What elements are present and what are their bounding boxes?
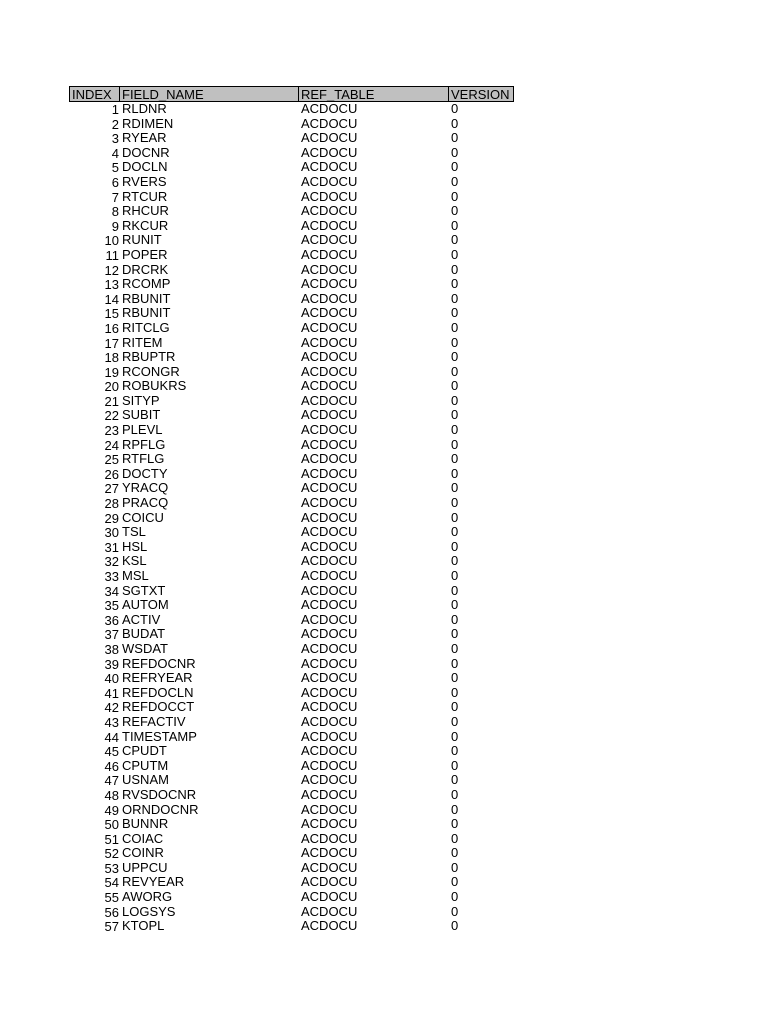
cell-index: 13 xyxy=(104,277,119,292)
table-row xyxy=(69,408,514,423)
cell-field-name: CPUTM xyxy=(122,758,169,773)
cell-field-name: YRACQ xyxy=(122,481,169,496)
cell-field-name: CPUDT xyxy=(122,744,167,759)
cell-field-name: RHCUR xyxy=(122,204,169,219)
table-row xyxy=(69,511,514,526)
cell-ref-table: ACDOCU xyxy=(301,160,358,175)
table-row xyxy=(69,905,514,920)
cell-field-name: DRCRK xyxy=(122,262,169,277)
cell-index: 8 xyxy=(111,204,119,219)
table-row xyxy=(69,102,514,117)
cell-version: 0 xyxy=(451,714,459,729)
table-row xyxy=(69,671,514,686)
cell-field-name: RVERS xyxy=(122,174,167,189)
table-row xyxy=(69,686,514,701)
cell-index: 20 xyxy=(104,379,119,394)
table-row xyxy=(69,832,514,847)
cell-ref-table: ACDOCU xyxy=(301,729,358,744)
cell-ref-table: ACDOCU xyxy=(301,656,358,671)
cell-field-name: RTCUR xyxy=(122,189,168,204)
header-version: VERSION xyxy=(449,86,514,102)
table-row xyxy=(69,467,514,482)
cell-index: 30 xyxy=(104,525,119,540)
table-row xyxy=(69,919,514,934)
table-row xyxy=(69,336,514,351)
cell-ref-table: ACDOCU xyxy=(301,423,358,438)
cell-field-name: BUDAT xyxy=(122,627,166,642)
cell-field-name: REFRYEAR xyxy=(122,671,193,686)
cell-ref-table: ACDOCU xyxy=(301,262,358,277)
cell-field-name: RBUNIT xyxy=(122,291,171,306)
cell-field-name: POPER xyxy=(122,247,168,262)
cell-field-name: LOGSYS xyxy=(122,904,176,919)
cell-ref-table: ACDOCU xyxy=(301,598,358,613)
table-row xyxy=(69,117,514,132)
cell-ref-table: ACDOCU xyxy=(301,233,358,248)
cell-index: 16 xyxy=(104,320,119,336)
table-row xyxy=(69,554,514,569)
cell-ref-table: ACDOCU xyxy=(301,875,358,890)
cell-field-name: HSL xyxy=(122,539,148,554)
cell-version: 0 xyxy=(451,291,459,306)
cell-version: 0 xyxy=(451,744,459,759)
table-row xyxy=(69,730,514,745)
cell-field-name: SGTXT xyxy=(122,583,166,598)
cell-ref-table: ACDOCU xyxy=(301,904,358,919)
cell-index: 3 xyxy=(111,131,119,146)
cell-index: 38 xyxy=(104,641,119,657)
cell-field-name: PLEVL xyxy=(122,423,163,438)
cell-index: 33 xyxy=(104,569,119,584)
cell-index: 2 xyxy=(111,116,119,132)
cell-index: 19 xyxy=(104,364,119,380)
cell-index: 54 xyxy=(104,875,119,891)
cell-field-name: MSL xyxy=(122,569,149,583)
cell-ref-table: ACDOCU xyxy=(301,714,358,729)
cell-field-name: ROBUKRS xyxy=(122,379,187,394)
cell-version: 0 xyxy=(451,510,459,525)
cell-version: 0 xyxy=(451,233,459,248)
cell-index: 9 xyxy=(111,218,119,234)
cell-index: 34 xyxy=(104,583,119,599)
cell-version: 0 xyxy=(451,525,459,540)
cell-field-name: RVSDOCNR xyxy=(122,787,197,802)
table-row xyxy=(69,204,514,219)
cell-version: 0 xyxy=(451,846,459,861)
table-row xyxy=(69,277,514,292)
table-row xyxy=(69,861,514,876)
cell-field-name: REVYEAR xyxy=(122,875,185,890)
cell-field-name: RUNIT xyxy=(122,233,162,248)
cell-index: 39 xyxy=(104,656,119,672)
cell-index: 52 xyxy=(104,846,119,861)
cell-ref-table: ACDOCU xyxy=(301,116,358,131)
table-row xyxy=(69,627,514,642)
cell-index: 51 xyxy=(104,831,119,847)
cell-field-name: RDIMEN xyxy=(122,116,174,131)
table-row xyxy=(69,438,514,453)
cell-ref-table: ACDOCU xyxy=(301,145,358,160)
table-row xyxy=(69,569,514,584)
cell-ref-table: ACDOCU xyxy=(301,291,358,306)
table-row xyxy=(69,481,514,496)
cell-version: 0 xyxy=(451,247,459,262)
cell-ref-table: ACDOCU xyxy=(301,466,358,481)
cell-version: 0 xyxy=(451,598,459,613)
table-row xyxy=(69,803,514,818)
cell-ref-table: ACDOCU xyxy=(301,393,358,408)
cell-field-name: COIAC xyxy=(122,831,164,846)
cell-version: 0 xyxy=(451,160,459,175)
cell-ref-table: ACDOCU xyxy=(301,554,358,569)
cell-ref-table: ACDOCU xyxy=(301,831,358,846)
cell-version: 0 xyxy=(451,481,459,496)
cell-index: 43 xyxy=(104,714,119,730)
cell-version: 0 xyxy=(451,320,459,335)
cell-version: 0 xyxy=(451,919,459,934)
cell-index: 45 xyxy=(104,744,119,759)
cell-ref-table: ACDOCU xyxy=(301,131,358,146)
cell-ref-table: ACDOCU xyxy=(301,773,358,788)
cell-version: 0 xyxy=(451,627,459,642)
table-row xyxy=(69,540,514,555)
table-row xyxy=(69,160,514,175)
table-row xyxy=(69,700,514,715)
cell-field-name: WSDAT xyxy=(122,641,168,656)
cell-field-name: PRACQ xyxy=(122,496,169,511)
table-row xyxy=(69,817,514,832)
cell-version: 0 xyxy=(451,817,459,832)
cell-ref-table: ACDOCU xyxy=(301,379,358,394)
cell-version: 0 xyxy=(451,641,459,656)
cell-ref-table: ACDOCU xyxy=(301,583,358,598)
cell-version: 0 xyxy=(451,131,459,146)
cell-version: 0 xyxy=(451,656,459,671)
table-row xyxy=(69,890,514,905)
table-row xyxy=(69,365,514,380)
cell-ref-table: ACDOCU xyxy=(301,758,358,773)
table-row xyxy=(69,613,514,628)
cell-version: 0 xyxy=(451,496,459,511)
cell-ref-table: ACDOCU xyxy=(301,204,358,219)
cell-field-name: COICU xyxy=(122,510,164,525)
cell-index: 36 xyxy=(104,612,119,628)
cell-field-name: RYEAR xyxy=(122,131,167,146)
cell-field-name: REFDOCNR xyxy=(122,656,196,671)
cell-version: 0 xyxy=(451,904,459,919)
cell-index: 32 xyxy=(104,554,119,569)
table-row xyxy=(69,759,514,774)
cell-version: 0 xyxy=(451,262,459,277)
cell-version: 0 xyxy=(451,174,459,189)
cell-version: 0 xyxy=(451,423,459,438)
cell-index: 35 xyxy=(104,598,119,613)
table-row xyxy=(69,175,514,190)
cell-index: 4 xyxy=(111,145,119,161)
cell-index: 10 xyxy=(104,233,119,248)
cell-index: 48 xyxy=(104,787,119,803)
table-row xyxy=(69,263,514,278)
cell-index: 12 xyxy=(104,262,119,278)
cell-index: 29 xyxy=(104,510,119,526)
cell-index: 37 xyxy=(104,627,119,642)
table-row xyxy=(69,379,514,394)
cell-ref-table: ACDOCU xyxy=(301,452,358,467)
cell-ref-table: ACDOCU xyxy=(301,612,358,627)
cell-ref-table: ACDOCU xyxy=(301,364,358,379)
cell-version: 0 xyxy=(451,466,459,481)
cell-index: 53 xyxy=(104,860,119,876)
cell-index: 11 xyxy=(105,247,119,263)
table-row xyxy=(69,715,514,730)
cell-field-name: BUNNR xyxy=(122,817,169,832)
cell-ref-table: ACDOCU xyxy=(301,817,358,832)
cell-version: 0 xyxy=(451,204,459,219)
cell-version: 0 xyxy=(451,671,459,686)
table-row xyxy=(69,321,514,336)
table-row xyxy=(69,452,514,467)
table-row xyxy=(69,394,514,409)
cell-field-name: COINR xyxy=(122,846,164,861)
cell-ref-table: ACDOCU xyxy=(301,685,358,700)
cell-version: 0 xyxy=(451,569,459,583)
cell-field-name: ORNDOCNR xyxy=(122,802,199,817)
cell-ref-table: ACDOCU xyxy=(301,320,358,335)
cell-field-name: REFDOCCT xyxy=(122,700,195,715)
cell-version: 0 xyxy=(451,539,459,554)
spreadsheet-table xyxy=(69,86,514,934)
cell-ref-table: ACDOCU xyxy=(301,247,358,262)
cell-version: 0 xyxy=(451,116,459,131)
table-row xyxy=(69,146,514,161)
cell-index: 1 xyxy=(111,102,119,117)
cell-index: 56 xyxy=(104,904,119,920)
cell-ref-table: ACDOCU xyxy=(301,102,358,116)
cell-version: 0 xyxy=(451,700,459,715)
cell-ref-table: ACDOCU xyxy=(301,641,358,656)
cell-version: 0 xyxy=(451,758,459,773)
cell-field-name: AUTOM xyxy=(122,598,169,613)
table-row xyxy=(69,190,514,205)
cell-ref-table: ACDOCU xyxy=(301,627,358,642)
cell-ref-table: ACDOCU xyxy=(301,218,358,233)
cell-field-name: DOCNR xyxy=(122,145,170,160)
cell-index: 57 xyxy=(104,919,119,934)
cell-field-name: KTOPL xyxy=(122,919,165,934)
cell-version: 0 xyxy=(451,554,459,569)
cell-ref-table: ACDOCU xyxy=(301,437,358,452)
cell-version: 0 xyxy=(451,379,459,394)
cell-version: 0 xyxy=(451,860,459,875)
cell-ref-table: ACDOCU xyxy=(301,860,358,875)
cell-ref-table: ACDOCU xyxy=(301,569,358,583)
cell-ref-table: ACDOCU xyxy=(301,700,358,715)
header-index: INDEX xyxy=(69,86,120,102)
cell-version: 0 xyxy=(451,890,459,905)
cell-ref-table: ACDOCU xyxy=(301,481,358,496)
cell-version: 0 xyxy=(451,364,459,379)
cell-field-name: RCONGR xyxy=(122,364,180,379)
cell-index: 46 xyxy=(104,758,119,774)
cell-ref-table: ACDOCU xyxy=(301,496,358,511)
cell-version: 0 xyxy=(451,145,459,160)
cell-field-name: RITEM xyxy=(122,335,163,350)
cell-index: 49 xyxy=(104,802,119,818)
table-row xyxy=(69,584,514,599)
cell-index: 21 xyxy=(104,393,119,409)
header-row xyxy=(69,86,514,102)
table-row xyxy=(69,846,514,861)
cell-index: 47 xyxy=(104,773,119,788)
cell-field-name: UPPCU xyxy=(122,860,168,875)
cell-field-name: USNAM xyxy=(122,773,169,788)
cell-ref-table: ACDOCU xyxy=(301,277,358,292)
cell-field-name: SITYP xyxy=(122,393,160,408)
table-row xyxy=(69,219,514,234)
cell-index: 55 xyxy=(104,890,119,905)
cell-field-name: RTFLG xyxy=(122,452,165,467)
cell-field-name: REFACTIV xyxy=(122,714,186,729)
cell-ref-table: ACDOCU xyxy=(301,335,358,350)
cell-field-name: DOCTY xyxy=(122,466,168,481)
cell-version: 0 xyxy=(451,831,459,846)
cell-ref-table: ACDOCU xyxy=(301,787,358,802)
cell-index: 17 xyxy=(104,335,119,351)
cell-index: 27 xyxy=(104,481,119,497)
cell-field-name: RBUPTR xyxy=(122,350,176,365)
table-row xyxy=(69,350,514,365)
cell-index: 31 xyxy=(104,539,119,555)
cell-field-name: REFDOCLN xyxy=(122,685,194,700)
cell-version: 0 xyxy=(451,218,459,233)
table-row xyxy=(69,306,514,321)
cell-index: 28 xyxy=(104,496,119,511)
table-row xyxy=(69,233,514,248)
cell-index: 5 xyxy=(111,160,119,175)
table-row xyxy=(69,248,514,263)
table-row xyxy=(69,525,514,540)
table-row xyxy=(69,642,514,657)
cell-version: 0 xyxy=(451,583,459,598)
cell-version: 0 xyxy=(451,452,459,467)
header-field-name: FIELD_NAME xyxy=(120,86,299,102)
cell-field-name: TIMESTAMP xyxy=(122,729,197,744)
cell-version: 0 xyxy=(451,875,459,890)
cell-field-name: DOCLN xyxy=(122,160,168,175)
cell-index: 41 xyxy=(104,685,119,701)
cell-ref-table: ACDOCU xyxy=(301,510,358,525)
cell-field-name: KSL xyxy=(122,554,147,569)
table-row xyxy=(69,875,514,890)
cell-index: 23 xyxy=(104,423,119,438)
cell-version: 0 xyxy=(451,802,459,817)
table-row xyxy=(69,598,514,613)
cell-ref-table: ACDOCU xyxy=(301,890,358,905)
cell-version: 0 xyxy=(451,787,459,802)
cell-version: 0 xyxy=(451,393,459,408)
cell-field-name: RBUNIT xyxy=(122,306,171,321)
cell-ref-table: ACDOCU xyxy=(301,744,358,759)
cell-version: 0 xyxy=(451,773,459,788)
cell-version: 0 xyxy=(451,306,459,321)
table-body xyxy=(69,102,514,934)
cell-ref-table: ACDOCU xyxy=(301,539,358,554)
cell-index: 14 xyxy=(104,291,119,307)
table-row xyxy=(69,744,514,759)
cell-ref-table: ACDOCU xyxy=(301,802,358,817)
cell-ref-table: ACDOCU xyxy=(301,408,358,423)
cell-ref-table: ACDOCU xyxy=(301,671,358,686)
cell-index: 40 xyxy=(104,671,119,686)
cell-index: 18 xyxy=(104,350,119,365)
table-row xyxy=(69,788,514,803)
cell-field-name: SUBIT xyxy=(122,408,161,423)
cell-version: 0 xyxy=(451,102,459,116)
header-ref-table: REF_TABLE xyxy=(299,86,449,102)
table-row xyxy=(69,773,514,788)
cell-version: 0 xyxy=(451,277,459,292)
table-row xyxy=(69,657,514,672)
table-row xyxy=(69,423,514,438)
table-row xyxy=(69,131,514,146)
cell-version: 0 xyxy=(451,437,459,452)
cell-version: 0 xyxy=(451,189,459,204)
cell-field-name: RKCUR xyxy=(122,218,169,233)
cell-field-name: RCOMP xyxy=(122,277,171,292)
table-row xyxy=(69,496,514,511)
cell-index: 6 xyxy=(111,174,119,190)
cell-index: 25 xyxy=(104,452,119,467)
cell-ref-table: ACDOCU xyxy=(301,846,358,861)
cell-ref-table: ACDOCU xyxy=(301,174,358,189)
cell-version: 0 xyxy=(451,729,459,744)
cell-version: 0 xyxy=(451,350,459,365)
cell-field-name: TSL xyxy=(122,525,146,540)
cell-field-name: AWORG xyxy=(122,890,173,905)
cell-version: 0 xyxy=(451,408,459,423)
cell-index: 26 xyxy=(104,466,119,482)
cell-field-name: RITCLG xyxy=(122,320,170,335)
cell-index: 22 xyxy=(104,408,119,424)
cell-index: 42 xyxy=(104,700,119,715)
cell-ref-table: ACDOCU xyxy=(301,350,358,365)
cell-index: 7 xyxy=(111,189,119,205)
cell-version: 0 xyxy=(451,612,459,627)
cell-index: 50 xyxy=(104,817,119,832)
cell-ref-table: ACDOCU xyxy=(301,525,358,540)
cell-index: 44 xyxy=(104,729,119,745)
cell-ref-table: ACDOCU xyxy=(301,189,358,204)
cell-field-name: RLDNR xyxy=(122,102,167,116)
cell-ref-table: ACDOCU xyxy=(301,919,358,934)
cell-field-name: RPFLG xyxy=(122,437,166,452)
cell-field-name: ACTIV xyxy=(122,612,161,627)
cell-ref-table: ACDOCU xyxy=(301,306,358,321)
table-row xyxy=(69,292,514,307)
cell-index: 24 xyxy=(104,437,119,453)
cell-index: 15 xyxy=(104,306,119,321)
cell-version: 0 xyxy=(451,335,459,350)
cell-version: 0 xyxy=(451,685,459,700)
